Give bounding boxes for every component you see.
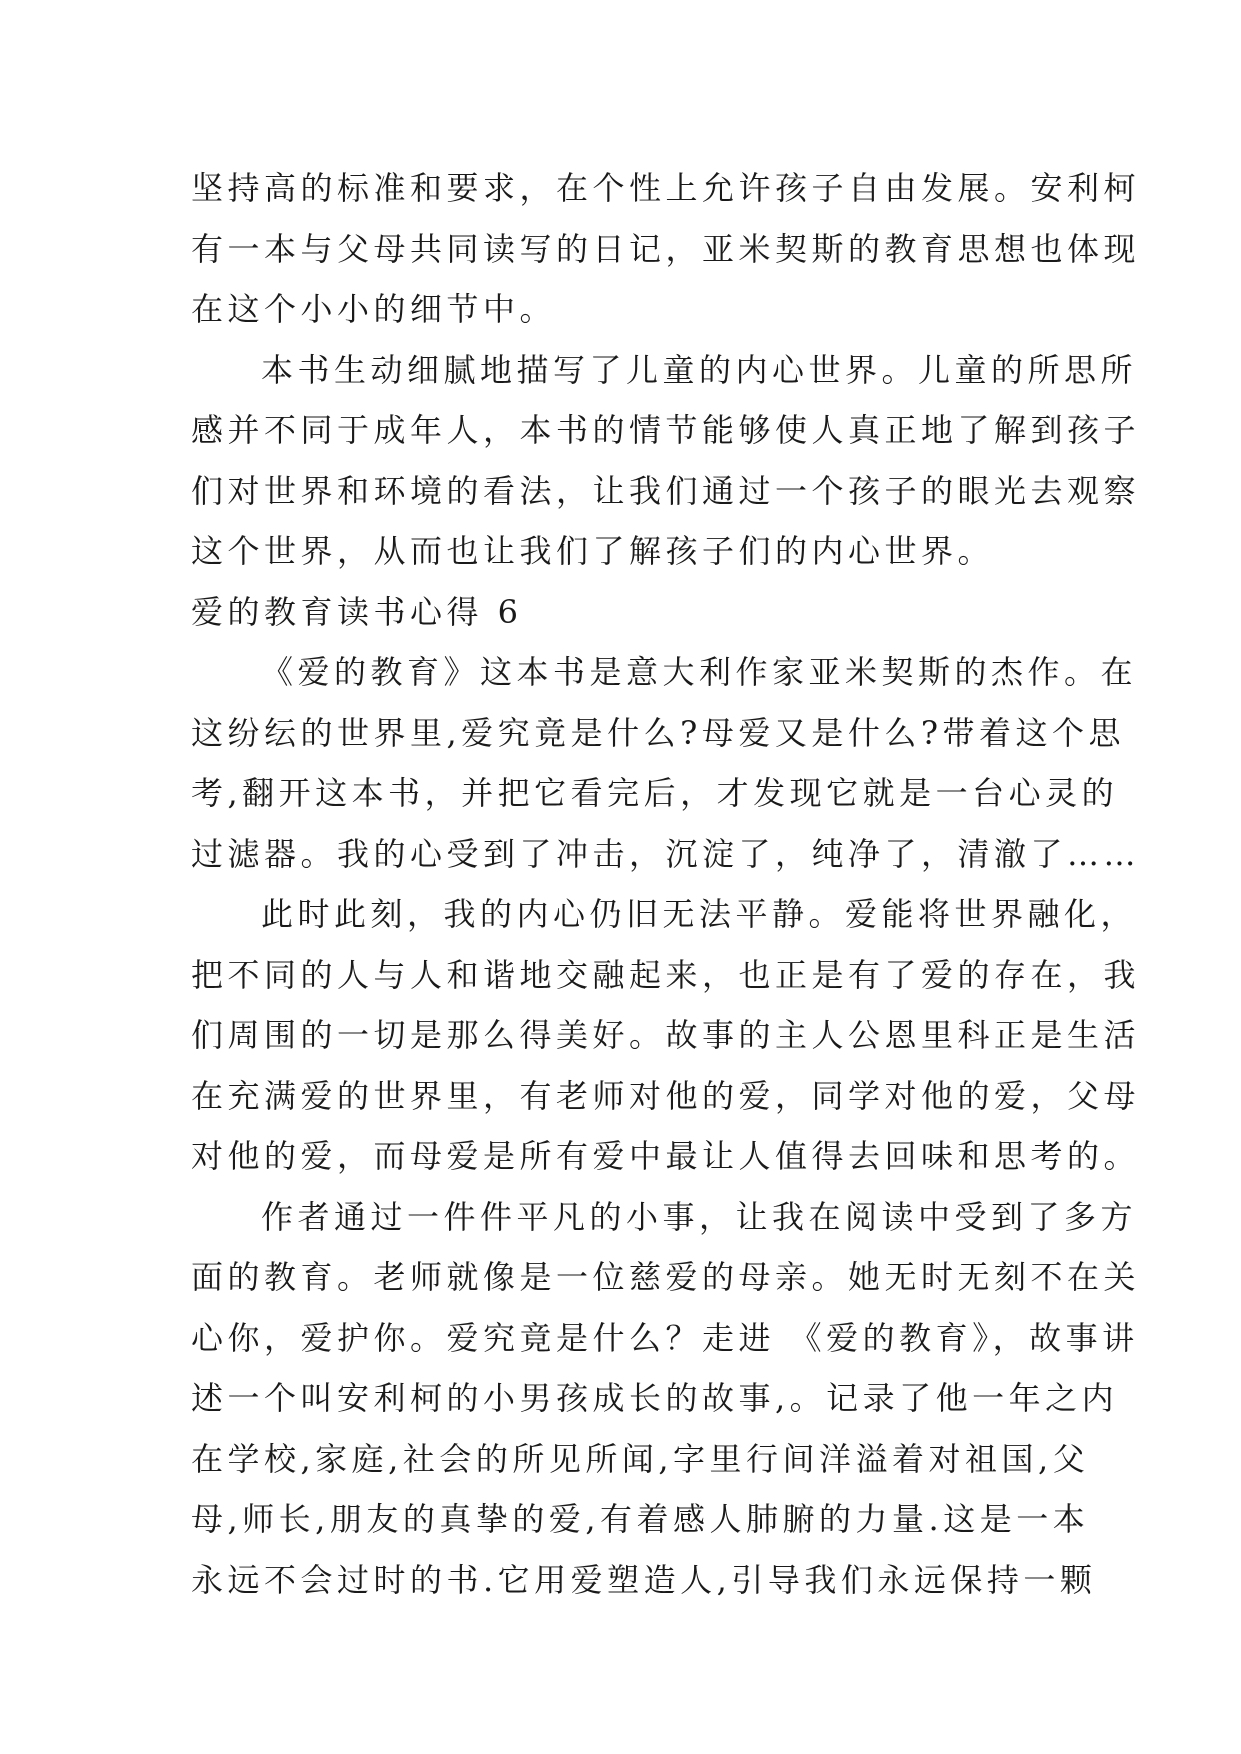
text-line: 感并不同于成年人，本书的情节能够使人真正地了解到孩子 [191,411,1141,449]
text-line: 对他的爱，而母爱是所有爱中最让人值得去回味和思考的。 [191,1137,1141,1175]
text-line: 这个世界，从而也让我们了解孩子们的内心世界。 [191,532,995,570]
text-line: 爱的教育读书心得 6 [191,592,523,631]
body-text [191,158,1141,1610]
text-line: 坚持高的标准和要求，在个性上允许孩子自由发展。安利柯 [191,169,1141,207]
text-line: 在学校,家庭,社会的所见所闻,字里行间洋溢着对祖国,父 [191,1439,1090,1478]
text-line: 述一个叫安利柯的小男孩成长的故事,。记录了他一年之内 [191,1379,1119,1417]
text-line: 考,翻开这本书，并把它看完后，才发现它就是一台心灵的 [191,774,1119,812]
text-line: 永远不会过时的书.它用爱塑造人,引导我们永远保持一颗 [191,1560,1097,1599]
text-line: 母,师长,朋友的真挚的爱,有着感人肺腑的力量.这是一本 [191,1500,1090,1538]
text-line: 《爱的教育》这本书是意大利作家亚米契斯的杰作。在 [261,653,1138,691]
text-line: 本书生动细腻地描写了儿童的内心世界。儿童的所思所 [261,350,1138,389]
text-line: 此时此刻，我的内心仍旧无法平静。爱能将世界融化， [261,895,1138,933]
text-line: 把不同的人与人和谐地交融起来，也正是有了爱的存在，我 [191,955,1141,994]
text-line: 们周围的一切是那么得美好。故事的主人公恩里科正是生活 [191,1016,1141,1054]
text-line: 面的教育。老师就像是一位慈爱的母亲。她无时无刻不在关 [191,1258,1141,1296]
text-line: 过滤器。我的心受到了冲击，沉淀了，纯净了，清澈了…… [191,834,1141,873]
text-line: 作者通过一件件平凡的小事，让我在阅读中受到了多方 [261,1197,1138,1236]
text-line: 这纷纭的世界里,爱究竟是什么?母爱又是什么?带着这个思 [191,713,1125,752]
text-line: 们对世界和环境的看法，让我们通过一个孩子的眼光去观察 [191,471,1141,510]
text-line: 有一本与父母共同读写的日记，亚米契斯的教育思想也体现 [191,229,1141,268]
text-line: 心你，爱护你。爱究竟是什么？走进 《爱的教育》，故事讲 [191,1318,1139,1357]
text-line: 在这个小小的细节中。 [191,290,557,328]
text-line: 在充满爱的世界里，有老师对他的爱，同学对他的爱，父母 [191,1076,1141,1115]
